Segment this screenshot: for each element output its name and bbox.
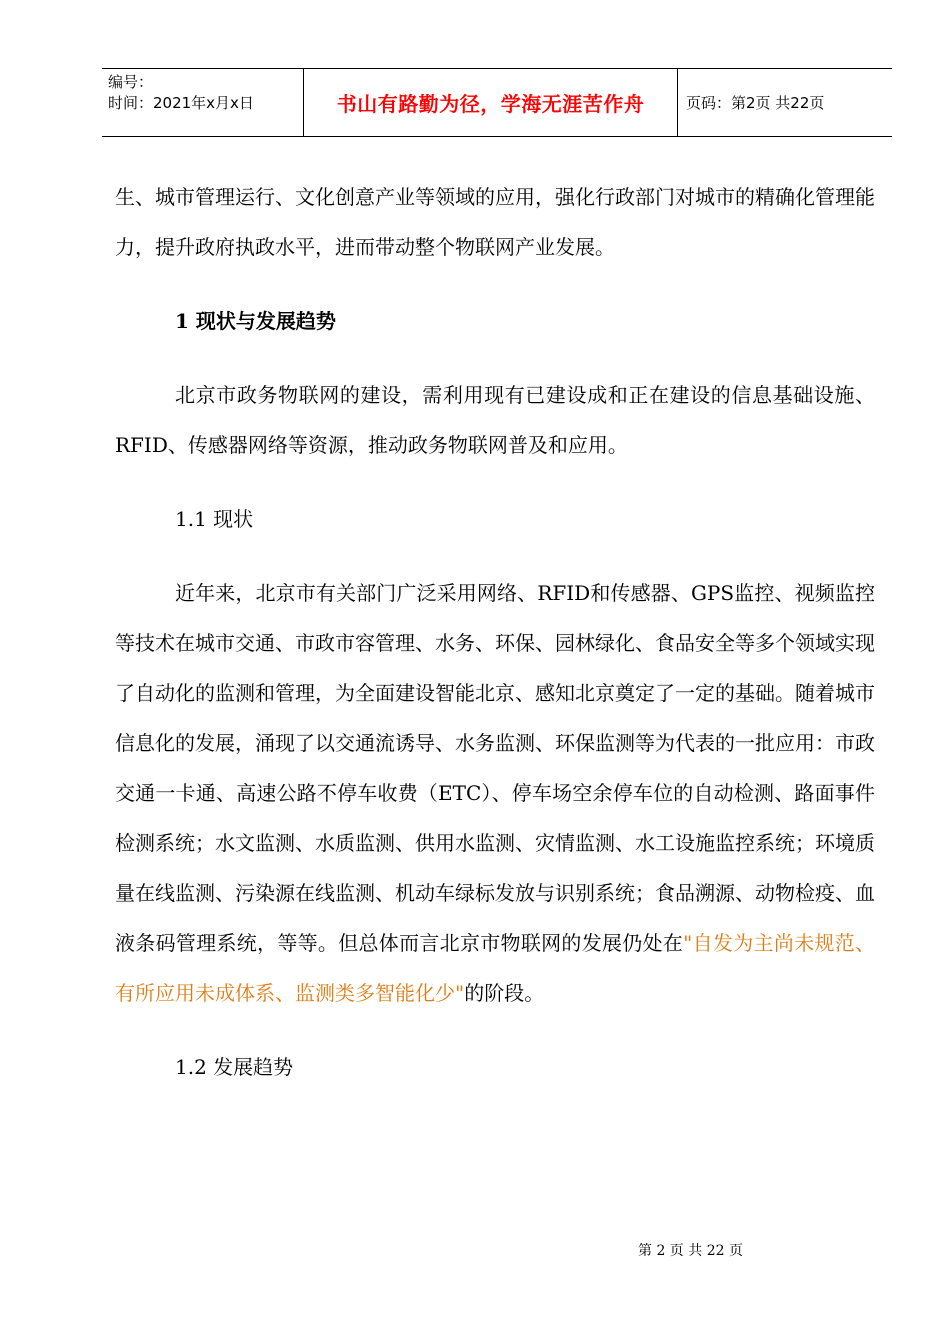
intro-paragraph: 生、城市管理运行、文化创意产业等领域的应用，强化行政部门对城市的精确化管理能力，提升政府执政水平，进而带动整个物联网产业发展。 [115,185,875,259]
footer-page-number: 第 2 页 共 22 页 [638,1243,743,1259]
section-heading-1-2: 1.2 发展趋势 [175,1055,294,1079]
spacer [115,1018,875,1042]
paragraph-1: 北京市政务物联网的建设，需利用现有已建设成和正在建设的信息基础设施、RFID、传感器网络等资源，推动政务物联网普及和应用。 [115,383,875,457]
paragraph-2 [115,568,875,1018]
paragraph-2-highlight: "自发为主尚未规范、有所应用未成体系、监测类多智能化少" [115,931,875,1005]
paragraph-2-end: 的阶段。 [464,981,545,1005]
section-heading-1-1: 1.1 现状 [175,507,254,531]
section-heading-1: 1 现状与发展趋势 [175,309,336,333]
paragraph-2-main: 近年来，北京市有关部门广泛采用网络、RFID和传感器、GPS监控、视频监控等技术在城市交通、市政市容管理、水务、环保、园林绿化、食品安全等多个领域实现了自动化的监测和管理，为全面建设智能北京、感知北京奠定了一定的基础。随着城市信息化的发展，涌现了以交通流诱导、水务监测、环保监测等为代表的一批应用：市政交通一卡通、高速公路不停车收费（ETC）、停车场空余停车位的自动检测、路面事件检测系统；水文监测、水质监测、供用水监测、灾情监测、水工设施监控系统；环境质量在线监测、污染源在线监测、机动车绿标发放与识别系统；食品溯源、动物检疫、血液条码管理系统，等等。但总体而言北京市物联网的发展仍处在 [115,581,875,955]
document-body [115,172,875,1092]
spacer [115,346,875,370]
page-header [102,68,892,137]
spacer [115,272,875,296]
number-label: 编号： [108,73,154,91]
header-page-code: 页码：第2页 共22页 [686,94,825,112]
spacer [115,544,875,568]
header-info [102,69,304,136]
header-motto: 书山有路勤为径，学海无涯苦作舟 [304,69,678,136]
time-label: 时间：2021年x月x日 [108,94,254,112]
spacer [115,470,875,494]
